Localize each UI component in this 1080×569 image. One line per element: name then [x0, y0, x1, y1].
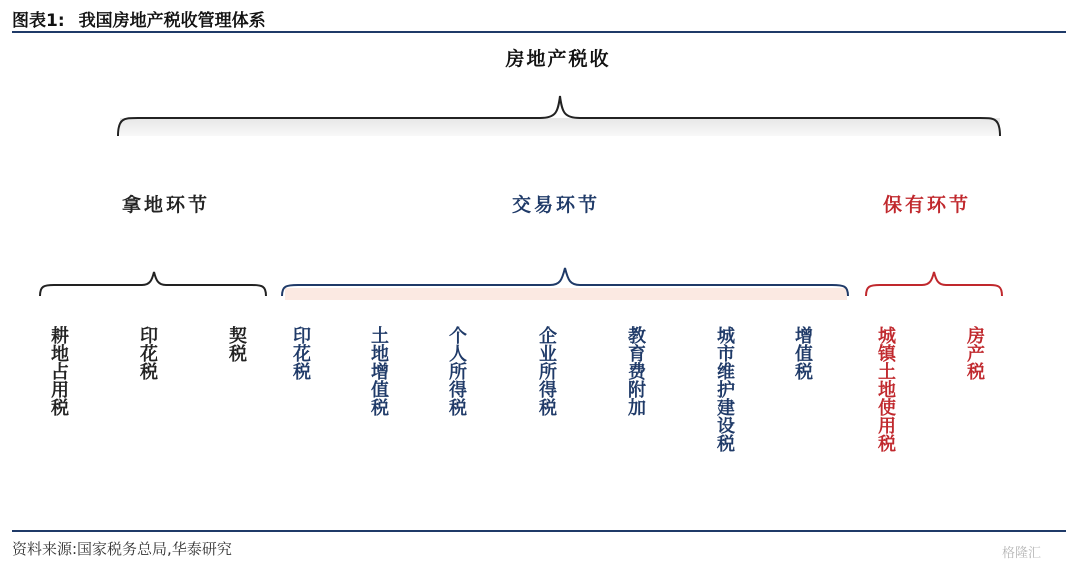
watermark-logo: 格隆汇	[1002, 546, 1042, 561]
tax-property-tax: 房产税	[964, 326, 985, 380]
trading-brace	[282, 268, 848, 296]
holding-brace	[866, 272, 1002, 296]
tax-individual-income: 个人所得税	[446, 326, 467, 416]
tax-urban-land-use: 城镇土地使用税	[875, 326, 896, 452]
category-land-acquisition: 拿地环节	[121, 194, 210, 216]
tax-corporate-income: 企业所得税	[536, 326, 557, 416]
tax-education-surcharge: 教育费附加	[625, 326, 646, 416]
land-acquisition-brace	[40, 272, 266, 296]
category-trading: 交易环节	[511, 194, 600, 216]
tax-deed-tax: 契税	[226, 326, 247, 362]
tax-stamp-duty-trading: 印花税	[290, 326, 311, 380]
figure-title-text: 我国房地产税收管理体系	[78, 11, 266, 31]
tax-value-added: 增值税	[792, 326, 813, 380]
figure-number: 图表1:	[12, 11, 65, 31]
root-node-label: 房地产税收	[505, 48, 611, 70]
source-note: 资料来源:国家税务总局,华泰研究	[12, 540, 232, 558]
tax-urban-maintenance: 城市维护建设税	[714, 326, 735, 452]
tax-farmland-occupation: 耕地占用税	[48, 326, 69, 416]
tax-stamp-duty-land: 印花税	[137, 326, 158, 380]
tax-land-value-added: 土地增值税	[368, 326, 389, 416]
bottom-divider	[12, 530, 1066, 532]
root-brace	[118, 96, 1000, 136]
category-holding: 保有环节	[882, 194, 971, 216]
